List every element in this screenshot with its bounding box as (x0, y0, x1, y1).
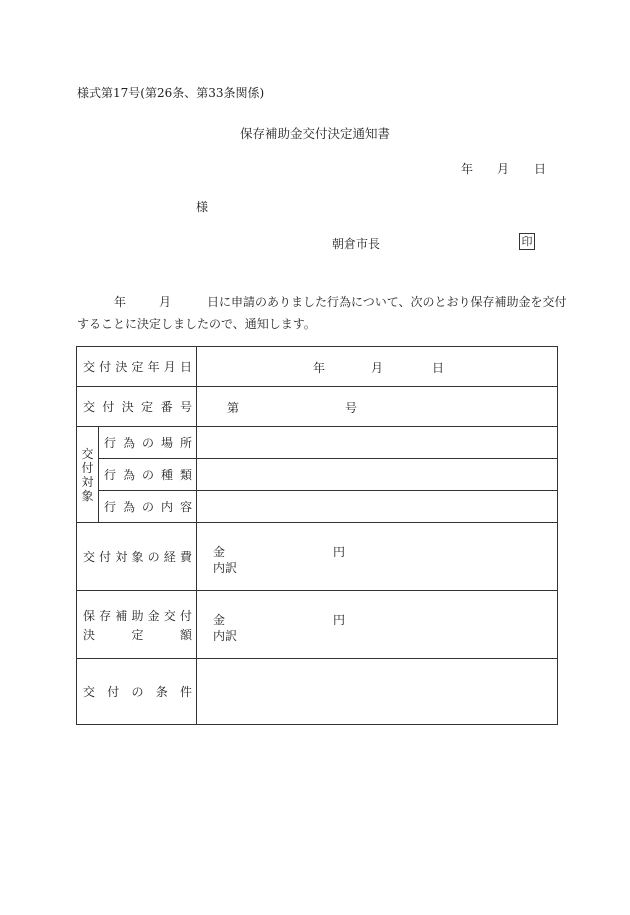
form-number: 様式第17号(第26条、第33条関係) (77, 86, 265, 100)
table-row (77, 427, 558, 459)
body-text-line2: することに決定しましたので、通知します。 (77, 317, 316, 331)
table-row (77, 491, 558, 523)
body-text-line1: 日に申請のありました行為について、次のとおり保存補助金を交付 (207, 295, 567, 309)
issuer-name: 朝倉市長 (332, 237, 381, 251)
expense-label: 交 付 対 象 の 経 費 (77, 523, 197, 591)
decision-number-prefix: 第 (227, 401, 240, 415)
date-year-label: 年 (461, 162, 474, 176)
table-row (77, 387, 558, 427)
expense-yen-label: 円 (333, 545, 346, 559)
expense-value (197, 523, 558, 591)
grant-target-label: 交 付 対 象 (77, 427, 99, 523)
expense-breakdown-label: 内訳 (213, 561, 238, 575)
grant-amount-label: 保 存 補 助 金 交 付 決 定 額 (77, 591, 197, 659)
table-row (77, 591, 558, 659)
decision-year-label: 年 (313, 361, 326, 375)
decision-day-label: 日 (432, 361, 445, 375)
grant-amount-prefix: 金 (213, 613, 226, 627)
decision-number-suffix: 号 (345, 401, 358, 415)
expense-amount-prefix: 金 (213, 545, 226, 559)
table-row (77, 347, 558, 387)
grant-breakdown-label: 内訳 (213, 629, 238, 643)
table-row (77, 659, 558, 725)
document-title: 保存補助金交付決定通知書 (239, 126, 390, 141)
decision-date-value (197, 347, 558, 387)
action-place-value (197, 427, 558, 459)
grant-yen-label: 円 (333, 613, 346, 627)
grant-decision-table (76, 346, 558, 725)
action-type-label: 行 為 の 種 類 (99, 459, 197, 491)
body-year-label: 年 (114, 295, 127, 309)
grant-amount-value (197, 591, 558, 659)
action-content-value (197, 491, 558, 523)
table-row (77, 459, 558, 491)
decision-date-label: 交 付 決 定 年 月 日 (77, 347, 197, 387)
decision-number-label: 交 付 決 定 番 号 (77, 387, 197, 427)
action-place-label: 行 為 の 場 所 (99, 427, 197, 459)
addressee-suffix: 様 (196, 200, 209, 214)
seal-mark: 印 (519, 233, 535, 250)
action-content-label: 行 為 の 内 容 (99, 491, 197, 523)
conditions-value (197, 659, 558, 725)
decision-month-label: 月 (371, 361, 384, 375)
date-month-label: 月 (497, 162, 510, 176)
date-day-label: 日 (534, 162, 547, 176)
conditions-label: 交 付 の 条 件 (77, 659, 197, 725)
action-type-value (197, 459, 558, 491)
body-month-label: 月 (159, 295, 172, 309)
decision-number-value (197, 387, 558, 427)
table-row (77, 523, 558, 591)
